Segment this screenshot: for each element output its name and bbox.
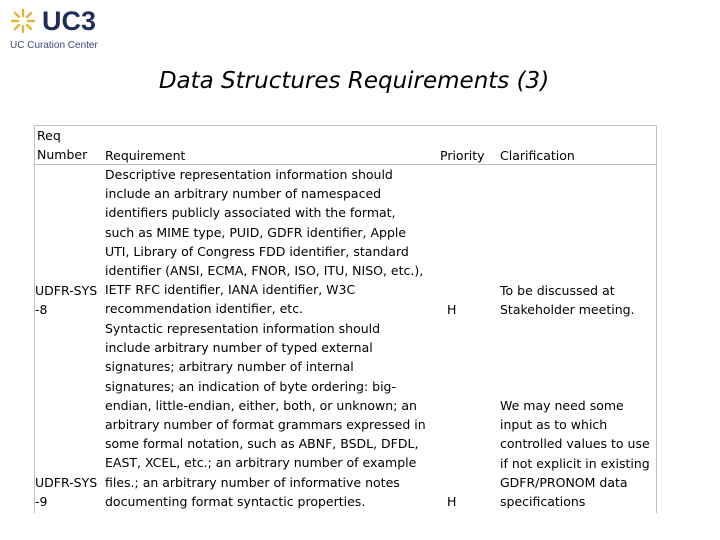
requirement-line: IETF RFC identifier, IANA identifier, W3C xyxy=(105,282,356,298)
row-number xyxy=(35,473,97,511)
sunburst-logo-icon xyxy=(10,8,36,34)
row-number xyxy=(35,281,97,319)
slide-title: Data Structures Requirements (3) xyxy=(158,68,550,94)
requirement-line: Syntactic representation information should xyxy=(105,321,381,336)
requirement-line: Descriptive representation information should xyxy=(105,167,393,182)
requirement-line: include an arbitrary number of namespaced xyxy=(105,186,382,202)
row-clarification xyxy=(500,281,635,319)
header-req-number-line: Number xyxy=(37,147,88,163)
header-priority: Priority xyxy=(440,148,485,163)
clarification-line: if not explicit in existing xyxy=(500,455,650,471)
requirement-line: EAST, XCEL, etc.; an arbitrary number of example xyxy=(105,455,417,471)
clarification-line: specifications xyxy=(500,494,586,510)
row-number-line: UDFR-SYS xyxy=(35,475,98,490)
row-priority: H xyxy=(447,302,457,317)
row-number-line: -9 xyxy=(35,494,48,510)
requirement-line: endian, little-endian, either, both, or unknown; an xyxy=(105,397,417,413)
requirement-line: files.; an arbitrary number of informative notes xyxy=(105,474,400,490)
requirements-table xyxy=(34,125,657,513)
requirement-line: documenting format syntactic properties. xyxy=(105,493,366,509)
header-clarification: Clarification xyxy=(500,148,575,163)
row-requirement xyxy=(105,165,423,319)
requirement-line: such as MIME type, PUID, GDFR identifier, Apple xyxy=(105,224,407,240)
header-requirement: Requirement xyxy=(105,148,186,163)
requirement-line: arbitrary number of format grammars expressed in xyxy=(105,417,426,433)
clarification-line: controlled values to use xyxy=(500,436,650,452)
header-req-number-line: Req xyxy=(37,128,61,143)
clarification-line: We may need some xyxy=(500,398,624,413)
clarification-line: input as to which xyxy=(500,417,608,433)
requirement-line: identifier (ANSI, ECMA, FNOR, ISO, ITU, NISO, etc.), xyxy=(105,263,424,279)
requirement-line: UTI, Library of Congress FDD identifier, standard xyxy=(105,243,409,259)
clarification-line: GDFR/PRONOM data xyxy=(500,474,628,490)
logo-subtitle: UC Curation Center xyxy=(10,40,98,51)
requirement-line: signatures; an indication of byte ordering: big- xyxy=(105,378,397,394)
requirement-line: signatures; arbitrary number of internal xyxy=(105,359,354,375)
row-number-line: -8 xyxy=(35,302,48,318)
requirement-line: identifiers publicly associated with the format, xyxy=(105,205,396,221)
row-clarification xyxy=(500,396,650,511)
row-requirement xyxy=(105,319,426,511)
row-priority: H xyxy=(447,494,457,509)
uc3-logo xyxy=(8,6,118,50)
clarification-line: To be discussed at xyxy=(500,283,615,298)
requirement-line: some formal notation, such as ABNF, BSDL, DFDL, xyxy=(105,436,419,452)
header-req-number xyxy=(37,126,87,164)
clarification-line: Stakeholder meeting. xyxy=(500,302,635,318)
logo-name: UC3 xyxy=(42,6,97,36)
row-number-line: UDFR-SYS xyxy=(35,283,98,298)
requirement-line: recommendation identifier, etc. xyxy=(105,301,304,317)
requirement-line: include arbitrary number of typed external xyxy=(105,340,373,356)
